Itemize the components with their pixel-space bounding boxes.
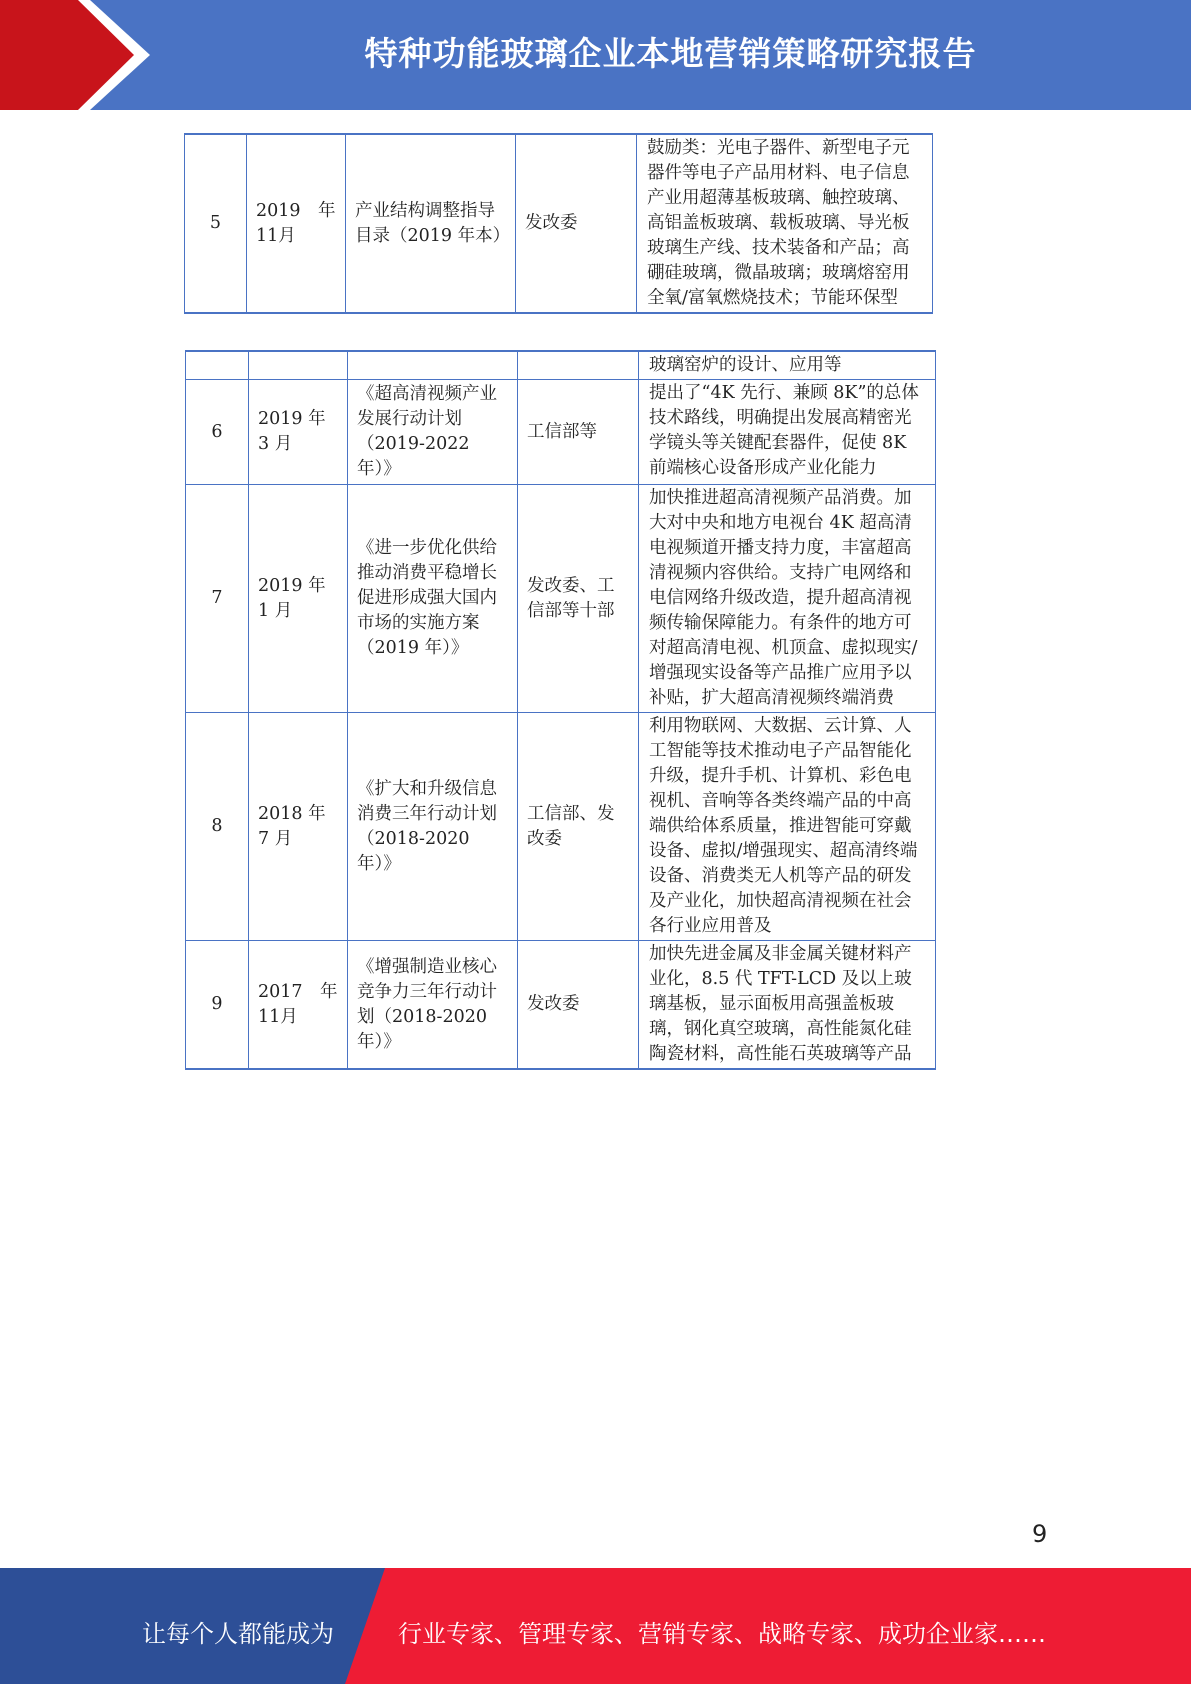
row-policy-name: 《增强制造业核心竞争力三年行动计划（2018-2020 年）》 bbox=[348, 941, 518, 1070]
row-content: 提出了“4K 先行、兼顾 8K”的总体技术路线，明确提出发展高精密光学镜头等关键配套器件，促使 8K 前端核心设备形成产业化能力 bbox=[639, 380, 936, 485]
footer-slogan-left: 让每个人都能成为 bbox=[142, 1620, 334, 1648]
row-content: 玻璃窑炉的设计、应用等 bbox=[639, 351, 936, 380]
row-department: 工信部等 bbox=[518, 380, 639, 485]
row-date: 2017 年 11月 bbox=[249, 941, 348, 1070]
table-row bbox=[185, 134, 933, 313]
table-row bbox=[186, 713, 936, 941]
row-date bbox=[249, 351, 348, 380]
row-department: 工信部、发改委 bbox=[518, 713, 639, 941]
row-policy-name: 《扩大和升级信息消费三年行动计划（2018-2020 年）》 bbox=[348, 713, 518, 941]
row-policy-name bbox=[348, 351, 518, 380]
row-date: 2019 年 1 月 bbox=[249, 485, 348, 713]
policy-table-part-2 bbox=[185, 350, 936, 1070]
row-department bbox=[518, 351, 639, 380]
table-row bbox=[186, 485, 936, 713]
policy-table-part-1 bbox=[184, 133, 933, 314]
row-department: 发改委、工信部等十部 bbox=[518, 485, 639, 713]
row-number: 6 bbox=[186, 380, 249, 485]
row-department: 发改委 bbox=[516, 134, 637, 313]
table-row bbox=[186, 380, 936, 485]
header-chevron-arrow-icon bbox=[0, 0, 160, 110]
row-content: 加快推进超高清视频产品消费。加大对中央和地方电视台 4K 超高清电视频道开播支持力度，丰富超高清视频内容供给。支持广电网络和电信网络升级改造，提升超高清视频传输保障能力。有条件的地方可对超高清电视、机顶盒、虚拟现实/增强现实设备等产品推广应用予以补贴，扩大超高清视频终端消费 bbox=[639, 485, 936, 713]
row-number bbox=[186, 351, 249, 380]
row-content: 加快先进金属及非金属关键材料产业化，8.5 代 TFT-LCD 及以上玻璃基板，显示面板用高强盖板玻璃，钢化真空玻璃，高性能氮化硅陶瓷材料，高性能石英玻璃等产品 bbox=[639, 941, 936, 1070]
page-header bbox=[0, 0, 1191, 110]
row-department: 发改委 bbox=[518, 941, 639, 1070]
table-row bbox=[186, 351, 936, 380]
row-content: 利用物联网、大数据、云计算、人工智能等技术推动电子产品智能化升级，提升手机、计算机、彩色电视机、音响等各类终端产品的中高端供给体系质量，推进智能可穿戴设备、虚拟/增强现实、超高清终端设备、消费类无人机等产品的研发及产业化，加快超高清视频在社会各行业应用普及 bbox=[639, 713, 936, 941]
row-number: 8 bbox=[186, 713, 249, 941]
row-date: 2019 年 3 月 bbox=[249, 380, 348, 485]
footer-slogan-right: 行业专家、管理专家、营销专家、战略专家、成功企业家…… bbox=[398, 1620, 1046, 1648]
table-row bbox=[186, 941, 936, 1070]
page-number: 9 bbox=[1032, 1520, 1048, 1548]
row-policy-name: 《超高清视频产业发展行动计划（2019-2022 年）》 bbox=[348, 380, 518, 485]
row-number: 5 bbox=[185, 134, 247, 313]
row-number: 9 bbox=[186, 941, 249, 1070]
report-title: 特种功能玻璃企业本地营销策略研究报告 bbox=[364, 34, 977, 73]
row-policy-name: 产业结构调整指导目录（2019 年本） bbox=[346, 134, 516, 313]
row-date: 2019 年 11月 bbox=[247, 134, 346, 313]
row-content: 鼓励类：光电子器件、新型电子元器件等电子产品用材料、电子信息产业用超薄基板玻璃、触控玻璃、高铝盖板玻璃、载板玻璃、导光板玻璃生产线、技术装备和产品；高硼硅玻璃，微晶玻璃；玻璃熔窑用全氧/富氧燃烧技术；节能环保型 bbox=[637, 134, 933, 313]
row-number: 7 bbox=[186, 485, 249, 713]
row-policy-name: 《进一步优化供给推动消费平稳增长促进形成强大国内市场的实施方案（2019 年）》 bbox=[348, 485, 518, 713]
row-date: 2018 年 7 月 bbox=[249, 713, 348, 941]
